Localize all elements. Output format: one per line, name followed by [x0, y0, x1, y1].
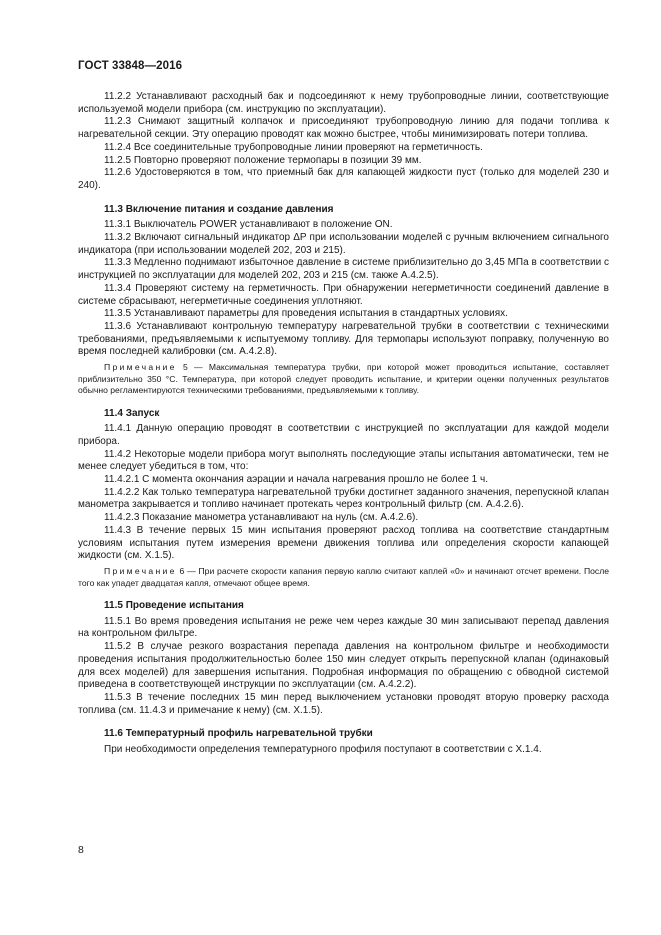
paragraph-11-3-5: 11.3.5 Устанавливают параметры для проведения испытания в стандартных условиях. — [104, 308, 508, 320]
section-heading-11-4: 11.4 Запуск — [104, 407, 160, 419]
paragraph-11-3-4: 11.3.4 Проверяют систему на герметичность. При обнаружении негерметичности соединений давление в системе сбрасывают, негерметичные соединения уплотняют. — [78, 282, 609, 307]
paragraph-11-2-5: 11.2.5 Повторно проверяют положение термопары в позиции 39 мм. — [104, 154, 422, 166]
paragraph-11-5-3: 11.5.3 В течение последних 15 мин перед выключением установки проводят вторую проверку расхода топлива (см. 11.4.3 и примечание к нему) (см. Х.1.5). — [78, 691, 609, 716]
paragraph-11-3-1: 11.3.1 Выключатель POWER устанавливают в положение ON. — [104, 219, 393, 231]
paragraph-11-4-2: 11.4.2 Некоторые модели прибора могут выполнять последующие этапы испытания автоматически, тем не менее следует убедиться в том, что: — [78, 448, 609, 473]
note-text: 5 — Максимальная температура трубки, при которой может проводиться испытание, составляет приблизительно 350 °C. Температура, при которой следует проводить испытание, и критерии оценки полученных результатов обычно регламентируются техническими требованиями, предъявляемыми к топливу. — [78, 362, 610, 396]
section-heading-11-6: 11.6 Температурный профиль нагревательной трубки — [104, 728, 373, 740]
page-number: 8 — [78, 844, 84, 856]
paragraph-11-4-2-3: 11.4.2.3 Показание манометра устанавливают на нуль (см. А.4.2.6). — [104, 512, 419, 524]
note-label: Примечание — [104, 566, 177, 576]
paragraph-11-5-1: 11.5.1 Во время проведения испытания не реже чем через каждые 30 мин записывают перепад давления на контрольном фильтре. — [78, 615, 609, 640]
paragraph-11-4-1: 11.4.1 Данную операцию проводят в соответствии с инструкцией по эксплуатации для каждой модели прибора. — [78, 423, 609, 447]
paragraph-11-2-4: 11.2.4 Все соединительные трубопроводные линии проверяют на герметичность. — [104, 141, 483, 153]
section-heading-11-3: 11.3 Включение питания и создание давления — [104, 203, 334, 215]
paragraph-11-2-3: 11.2.3 Снимают защитный колпачок и присоединяют трубопроводную линию для подачи топлива к нагревательной секции. Эту операцию проводят как можно быстрее, чтобы минимизировать потери топлива. — [78, 116, 609, 141]
paragraph-11-4-3: 11.4.3 В течение первых 15 мин испытания проверяют расход топлива на соответствие стандартным условиям испытания путем измерения времени движения топлива или определения скорости капающей жидкости (см. Х.1.5). — [78, 524, 609, 562]
note-6 — [78, 566, 609, 589]
paragraph-11-3-3: 11.3.3 Медленно поднимают избыточное давление в системе приблизительно до 3,45 МПа в соответствии с инструкцией по эксплуатации для моделей 202, 203 и 215 (см. также А.4.2.5). — [78, 257, 609, 282]
section-heading-11-5: 11.5 Проведение испытания — [104, 600, 244, 611]
note-text: 6 — При расчете скорости капания первую каплю считают каплей «0» и начинают отсчет времени. После того как упадет двадцатая капля, отмечают общее время. — [78, 566, 609, 588]
paragraph-11-4-2-1: 11.4.2.1 С момента окончания аэрации и начала нагревания прошло не более 1 ч. — [104, 474, 488, 486]
note-5 — [78, 362, 609, 397]
paragraph-11-4-2-2: 11.4.2.2 Как только температура нагревательной трубки достигнет заданного значения, перепускной клапан манометра закрывается и топливо начинает протекать через контрольный фильтр (см. А.4.2.6). — [78, 486, 609, 511]
paragraph-11-3-2: 11.3.2 Включают сигнальный индикатор ΔP при использовании моделей с ручным включением сигнального индикатора (при использовании моделей 202, 203 и 215). — [78, 232, 609, 256]
paragraph-11-2-2: 11.2.2 Устанавливают расходный бак и подсоединяют к нему трубопроводные линии, соответствующие используемой модели прибора (см. инструкцию по эксплуатации). — [78, 91, 609, 115]
document-header: ГОСТ 33848—2016 — [78, 60, 183, 72]
paragraph-11-2-6: 11.2.6 Удостоверяются в том, что приемный бак для капающей жидкости пуст (только для моделей 230 и 240). — [78, 167, 609, 191]
document-body — [78, 91, 609, 757]
paragraph-11-5-2: 11.5.2 В случае резкого возрастания перепада давления на контрольном фильтре и необходимости проведения испытания продолжительностью более 150 мин следует открыть перепускной клапан (одинаковый для всех моделей) для завершения испытания. Подробная информация по обращению с обводной системой приведена в соответствующей инструкции по эксплуатации (см. А.4.2.2). — [78, 641, 609, 691]
paragraph-11-3-6: 11.3.6 Устанавливают контрольную температуру нагревательной трубки в соответствии с техническими требованиями, предъявляемыми к испытуемому топливу. Для термопары используют поправку, полученную во время последней калибровки (см. А.4.2.8). — [78, 320, 609, 358]
paragraph-11-6: При необходимости определения температурного профиля поступают в соответствии с Х.1.4. — [104, 744, 542, 756]
note-label: Примечание — [104, 362, 177, 373]
